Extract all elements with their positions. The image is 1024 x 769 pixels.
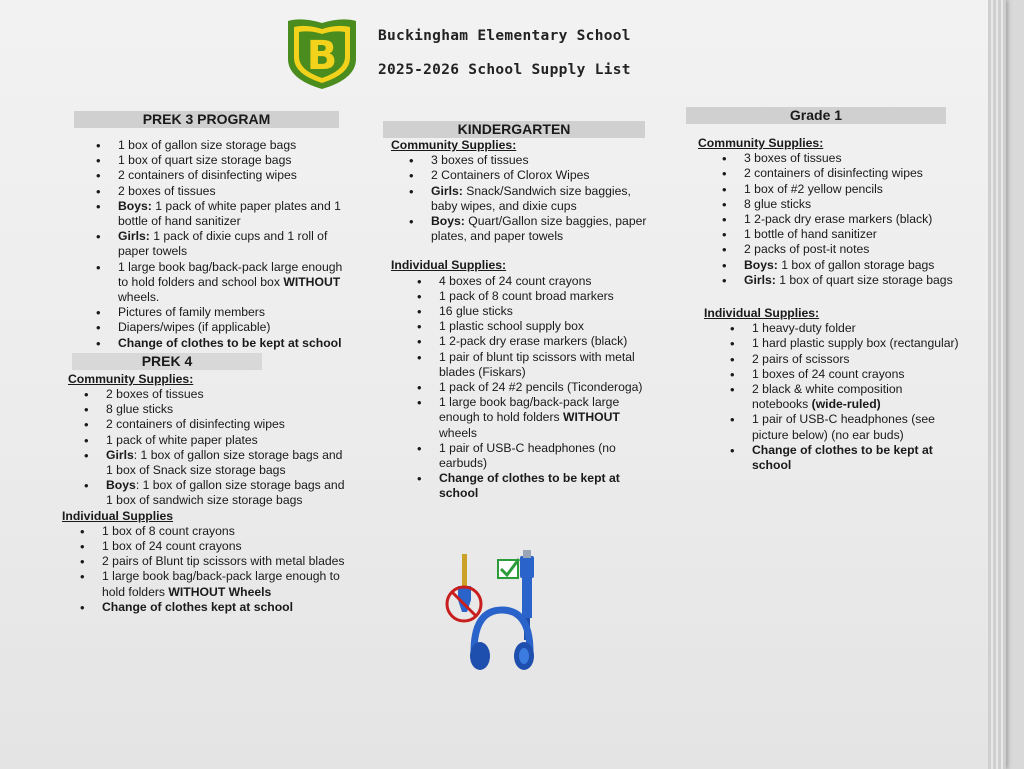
list-item: [439, 304, 658, 319]
grade1-heading: Grade 1: [686, 107, 946, 124]
list-item: [118, 199, 347, 229]
item-label: Boys:: [431, 214, 465, 229]
item-label: Boys:: [118, 198, 152, 213]
list-item: [744, 197, 961, 212]
grade1-individual-label: Individual Supplies:: [704, 306, 820, 321]
item-text: 1 pair of blunt tip scissors with metal blades (Fiskars): [439, 349, 635, 379]
item-text: 1 box of #2 yellow pencils: [744, 181, 883, 196]
grade1-column: [686, 107, 961, 473]
list-title: 2025-2026 School Supply List: [378, 62, 631, 78]
item-text: 1 2-pack dry erase markers (black): [439, 334, 628, 349]
earbud-crossed-icon: [447, 554, 481, 621]
list-item: [744, 242, 961, 257]
prek3-heading: PREK 3 PROGRAM: [74, 111, 339, 128]
list-item: [744, 166, 961, 181]
item-emphasis: (wide-ruled): [811, 397, 881, 412]
list-item: [752, 443, 961, 473]
list-item: [118, 184, 347, 199]
list-item: [102, 554, 347, 569]
item-tail: wheels: [439, 425, 477, 440]
item-text: 1 box of quart size storage bags: [118, 153, 292, 168]
list-item: [744, 227, 961, 242]
list-item: [102, 569, 347, 599]
list-item: [752, 321, 961, 336]
list-item: [106, 417, 347, 432]
list-item: [431, 168, 658, 183]
prek4-heading: PREK 4: [72, 353, 262, 370]
list-item: [439, 350, 658, 380]
item-label: Girls:: [431, 183, 463, 198]
list-item: [118, 138, 347, 153]
grade1-individual-list: [686, 321, 961, 473]
list-item: [439, 395, 658, 441]
item-text: 1 large book bag/back-pack large enough to hold folders and school box: [118, 259, 343, 289]
list-item: [118, 320, 347, 335]
item-text: 1 large book bag/back-pack large enough to hold folders: [439, 395, 620, 425]
kindergarten-community-list: [383, 153, 658, 244]
list-item: [118, 336, 347, 351]
item-text: 1 plastic school supply box: [439, 319, 584, 334]
list-item: [118, 260, 347, 306]
list-item: [744, 273, 961, 288]
item-text: 1 box of 8 count crayons: [102, 523, 235, 538]
item-text: 1 heavy-duty folder: [752, 321, 856, 336]
list-item: [106, 478, 347, 508]
list-item: [118, 153, 347, 168]
kindergarten-individual-label: Individual Supplies:: [391, 258, 507, 273]
list-item: [752, 336, 961, 351]
list-item: [752, 352, 961, 367]
list-item: [431, 214, 658, 244]
item-text: 2 containers of disinfecting wipes: [106, 417, 285, 432]
list-item: [439, 471, 658, 501]
list-item: [752, 412, 961, 442]
item-text: 1 bottle of hand sanitizer: [744, 227, 877, 242]
item-text: 1 pack of dixie cups and 1 roll of paper towels: [118, 229, 328, 259]
prek4-community-list: [62, 387, 347, 509]
item-text: 2 pairs of Blunt tip scissors with metal blades: [102, 554, 345, 569]
item-text: 1 pack of white paper plates and 1 bottle of hand sanitizer: [118, 198, 341, 229]
item-text: 2 boxes of tissues: [118, 183, 216, 198]
list-item: [106, 402, 347, 417]
list-item: [439, 274, 658, 289]
item-text: 2 pairs of scissors: [752, 351, 850, 366]
item-text: 8 glue sticks: [106, 402, 174, 417]
list-item: [106, 387, 347, 402]
item-emphasis: Change of clothes to be kept at school: [439, 471, 620, 501]
item-text: 2 Containers of Clorox Wipes: [431, 168, 590, 183]
item-text: 2 containers of disinfecting wipes: [118, 168, 297, 183]
item-emphasis: WITHOUT Wheels: [168, 584, 272, 599]
list-item: [744, 182, 961, 197]
list-item: [431, 184, 658, 214]
list-item: [118, 305, 347, 320]
item-label: Girls:: [118, 229, 150, 244]
school-logo: [282, 15, 362, 91]
item-tail: wheels.: [118, 290, 160, 305]
item-label: Girls: [106, 447, 134, 462]
list-item: [118, 168, 347, 183]
list-item: [118, 229, 347, 259]
list-item: [439, 319, 658, 334]
list-item: [102, 600, 347, 615]
item-text: Snack/Sandwich size baggies, baby wipes, and dixie cups: [431, 183, 631, 213]
item-text: 2 packs of post-it notes: [744, 242, 870, 257]
item-text: 1 pair of USB-C headphones (no earbuds): [439, 440, 616, 471]
item-text: 1 pack of 24 #2 pencils (Ticonderoga): [439, 380, 643, 395]
item-text: 1 boxes of 24 count crayons: [752, 366, 905, 381]
list-item: [106, 448, 347, 478]
kindergarten-individual-list: [383, 274, 658, 502]
item-text: 1 2-pack dry erase markers (black): [744, 212, 933, 227]
headphones-illustration: [440, 548, 550, 676]
logo-letter: B: [306, 33, 338, 79]
item-label: Boys: [106, 478, 136, 493]
item-label: Boys:: [744, 257, 778, 272]
list-item: [102, 524, 347, 539]
list-item: [431, 153, 658, 168]
list-item: [439, 441, 658, 471]
item-text: 2 containers of disinfecting wipes: [744, 166, 923, 181]
item-label: Girls:: [744, 272, 776, 287]
list-item: [439, 334, 658, 349]
prek-column: [62, 111, 347, 615]
grade1-community-label: Community Supplies:: [698, 136, 824, 150]
item-text: Quart/Gallon size baggies, paper plates, and paper towels: [431, 214, 647, 244]
item-text: 8 glue sticks: [744, 196, 812, 211]
kindergarten-community-label: Community Supplies:: [391, 138, 517, 152]
list-item: [744, 258, 961, 273]
prek3-list: [62, 138, 347, 351]
item-text: Diapers/wipes (if applicable): [118, 320, 271, 335]
item-text: 1 box of quart size storage bags: [775, 272, 953, 287]
item-text: : 1 box of gallon size storage bags and 1 box of sandwich size storage bags: [106, 478, 345, 508]
item-text: 3 boxes of tissues: [431, 153, 529, 168]
prek4-individual-list: [62, 524, 347, 615]
item-text: 3 boxes of tissues: [744, 151, 842, 166]
item-text: 2 black & white composition notebooks: [752, 382, 903, 412]
item-text: Pictures of family members: [118, 305, 265, 320]
item-text: 4 boxes of 24 count crayons: [439, 273, 592, 288]
item-emphasis: WITHOUT: [563, 410, 620, 425]
list-item: [752, 367, 961, 382]
kindergarten-heading: KINDERGARTEN: [383, 121, 645, 138]
prek4-individual-label: Individual Supplies: [62, 508, 174, 523]
list-item: [744, 212, 961, 227]
list-item: [439, 289, 658, 304]
item-text: 1 hard plastic supply box (rectangular): [752, 336, 959, 351]
kindergarten-column: [383, 121, 658, 502]
item-emphasis: Change of clothes kept at school: [102, 599, 293, 614]
item-text: : 1 box of gallon size storage bags and 1 box of Snack size storage bags: [106, 447, 343, 478]
list-item: [752, 382, 961, 412]
list-item: [102, 539, 347, 554]
item-text: 2 boxes of tissues: [106, 387, 204, 402]
school-name: Buckingham Elementary School: [378, 28, 631, 44]
item-text: 1 large book bag/back-pack large enough to hold folders: [102, 569, 340, 599]
item-emphasis: Change of clothes to be kept at school: [752, 442, 933, 473]
list-item: [439, 380, 658, 395]
list-item: [744, 151, 961, 166]
page-stack-edge: [988, 0, 1006, 769]
item-text: 1 pack of white paper plates: [106, 432, 258, 447]
item-text: 1 box of gallon storage bags: [777, 257, 935, 272]
prek4-community-label: Community Supplies:: [68, 371, 194, 386]
item-text: 1 pack of 8 count broad markers: [439, 288, 614, 303]
item-emphasis: Change of clothes to be kept at school: [118, 335, 342, 350]
item-text: 1 box of gallon size storage bags: [118, 138, 297, 152]
list-item: [106, 433, 347, 448]
item-text: 16 glue sticks: [439, 304, 513, 319]
item-text: 1 pair of USB-C headphones (see picture below) (no ear buds): [752, 412, 935, 442]
grade1-community-list: [686, 151, 961, 288]
item-emphasis: WITHOUT: [283, 274, 341, 289]
item-text: 1 box of 24 count crayons: [102, 539, 242, 554]
